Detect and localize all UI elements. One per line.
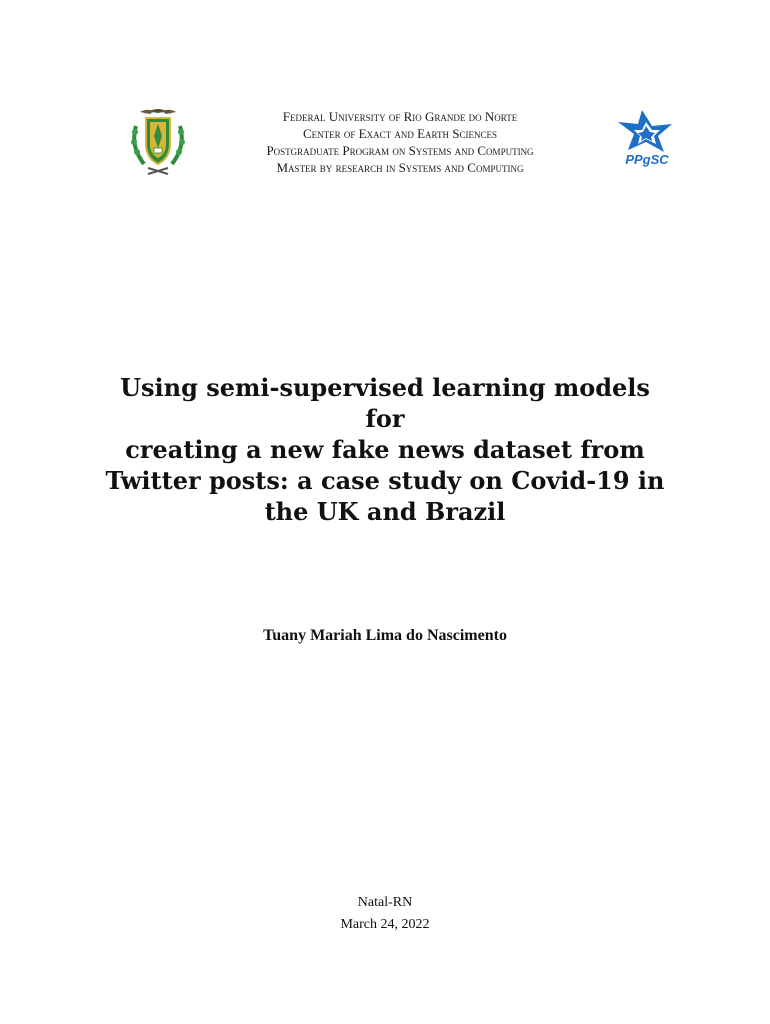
institution-header: [120, 100, 690, 180]
center-name: Center of Exact and Earth Sciences: [303, 126, 497, 141]
degree-name: Master by research in Systems and Computing: [276, 160, 524, 175]
institution-lines: [190, 108, 610, 176]
title-line: the UK and Brazil: [264, 497, 506, 526]
date: March 24, 2022: [340, 917, 430, 932]
place-and-date: [100, 892, 670, 936]
thesis-title: [100, 372, 670, 527]
title-line: Using semi-supervised learning models for: [120, 373, 650, 433]
title-line: creating a new fake news dataset from: [125, 435, 645, 464]
title-line: Twitter posts: a case study on Covid-19 in: [105, 466, 665, 495]
ppgsc-star-logo-icon: [612, 108, 682, 168]
university-name: Federal University of Rio Grande do Norte: [282, 109, 518, 124]
ppgsc-logo-text: PPgSC: [625, 152, 669, 167]
place: Natal-RN: [357, 895, 413, 910]
author-name: Tuany Mariah Lima do Nascimento: [263, 627, 507, 644]
university-coat-of-arms-icon: [126, 102, 190, 176]
program-name: Postgraduate Program on Systems and Computing: [266, 143, 534, 158]
